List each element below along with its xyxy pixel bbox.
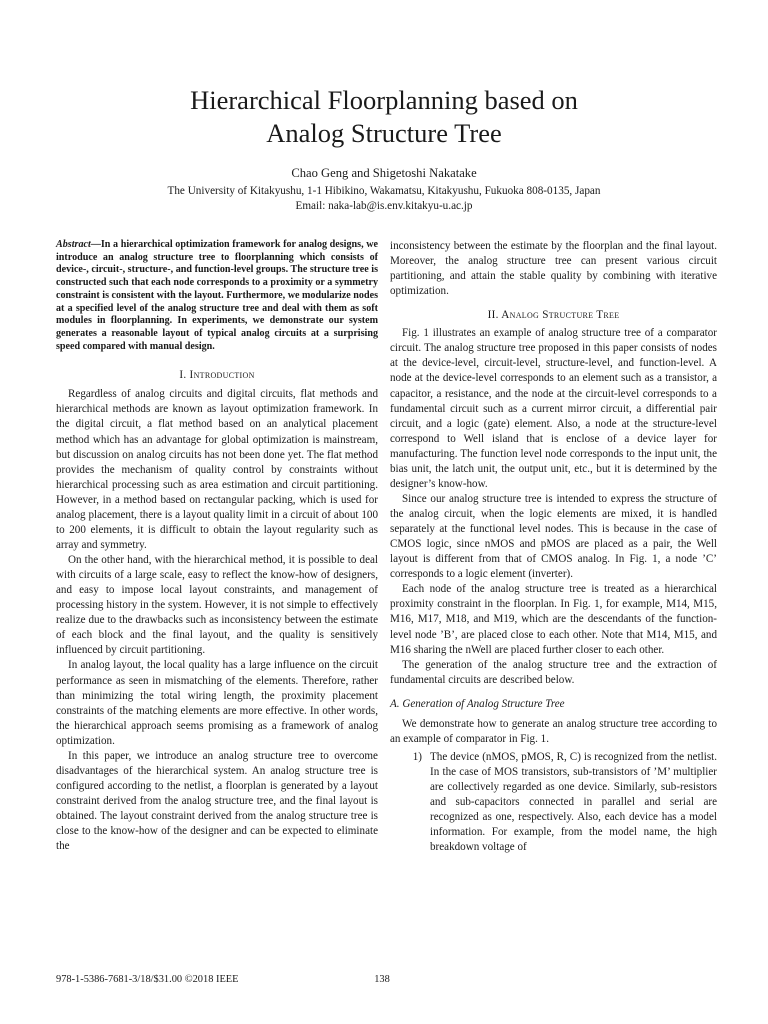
paper-title (60, 84, 708, 150)
section2-paragraph-1: Fig. 1 illustrates an example of analog structure tree of a comparator circuit. The analog structure tree proposed in this paper consists of nodes at the device-level, circuit-level, structure-level, and function-level. A node at the device-level corresponds to an element such as a transistor, a capacitor, a resistance, and the node at the circuit-level corresponds to a fundamental circuit such as a current mirror circuit, a differential pair circuit, and a logic (gate) element. Also, a node at the structure-level correspond to Well island that is enclose of a device layer for manufacturing. The function level node corresponds to the input unit, the bias unit, the latch unit, the output unit, etc., but it is determined by the designer’s know-how. (390, 327, 717, 490)
abstract (56, 239, 378, 353)
left-column (56, 239, 378, 854)
section2-paragraph-2: Since our analog structure tree is intended to express the structure of the analog circuit, when the logic elements are mixed, it is handled separately at the functional level nodes. This is because in the case of CMOS logic, since nMOS and pMOS are placed as a pair, the Well layout is different from that of CMOS analog. In Fig. 1, a node ’C’ corresponds to a logic element (inverter). (390, 492, 717, 581)
enumerated-item-text: The device (nMOS, pMOS, R, C) is recognized from the netlist. In the case of MOS transistors, sub-transistors of ’M’ multiplier are collectively regarded as one device. Similarly, sub-resistors and sub-capacitors connected in parallel and serial are recognized as one, respectively. Also, each device has a model information. For example, from the model name, the high breakdown voltage of (430, 750, 717, 854)
section-heading-analog-structure-tree: II. Analog Structure Tree (487, 309, 620, 322)
title-line-2: Analog Structure Tree (266, 118, 502, 148)
enumerated-item-number: 1) (412, 750, 422, 763)
intro-continuation: inconsistency between the estimate by the floorplan and the final layout. Moreover, the analog structure tree can present various circuit partitioning, and attain the stable quality by combining with iterative optimization. (390, 240, 717, 298)
abstract-text: —In a hierarchical optimization framework for analog designs, we introduce an analog structure tree to floorplanning which consists of device-, circuit-, structure-, and function-level groups. The structure tree is constructed such that each node corresponds to a proximity or a symmetry constraint is consistent with the layout. Furthermore, we modularize nodes at a specified level of the analog structure tree and deal with them as soft modules in floorplanning. In experiments, we demonstrate our system generates a reasonable layout of typical analog circuits at a surprising speed compared with manual design. (56, 239, 378, 352)
page-number: 138 (374, 974, 390, 985)
title-line-1: Hierarchical Floorplanning based on (190, 85, 578, 115)
subsection-heading-generation: A. Generation of Analog Structure Tree (390, 697, 565, 710)
right-column (390, 239, 717, 855)
affiliation: The University of Kitakyushu, 1-1 Hibikino, Wakamatsu, Kitakyushu, Fukuoka 808-0135, Japan (167, 185, 601, 197)
authors: Chao Geng and Shigetoshi Nakatake (291, 166, 477, 180)
intro-paragraph-4: In this paper, we introduce an analog structure tree to overcome disadvantages of the hierarchical system. An analog structure tree is configured according to the netlist, a floorplan is generated by a layout constraint derived from the analog structure tree, and the final layout is obtained. The layout constraint derived from the analog structure tree is close to the know-how of the designer and can be expected to eliminate the (56, 749, 378, 853)
intro-paragraph-2: On the other hand, with the hierarchical method, it is possible to deal with circuits of a large scale, easy to reflect the know-how of designers, and easy to impose local layout constraints, and management of processing history in the system. However, it is not simple to effectively realize due to the drawbacks such as inconsistency between the estimate of each block and the final layout, and the quality is sensitively influenced by circuit partitioning. (56, 554, 378, 657)
section-heading-introduction: I. Introduction (179, 369, 255, 382)
intro-paragraph-1: Regardless of analog circuits and digital circuits, flat methods and hierarchical methods are known as layout optimization framework. In the digital circuit, a flat method based on an analytical placement method which has an advantage for global optimization is mainstream, but discussion on analog circuits has not been done yet. The flat method provides the mechanism of quality control by constraints without hierarchical processing such as area estimation and circuit partitioning. However, in a method based on rectangular packing, which is used for analog placement, there is a layout quality limit in a circuit of about 100 to 200 elements, it is difficult to obtain the layout regularity such as array and symmetry. (56, 388, 378, 551)
intro-paragraph-3: In analog layout, the local quality has a large influence on the circuit performance as seen in mismatching of the elements. Therefore, rather than minimizing the total wiring length, the proximity placement constraints of the matching elements are more effective. In other words, the hierarchical approach seems promising as a framework of analog optimization. (56, 659, 378, 747)
subsection-a-intro: We demonstrate how to generate an analog structure tree according to an example of comparator in Fig. 1. (390, 717, 717, 745)
footer-isbn: 978-1-5386-7681-3/18/$31.00 ©2018 IEEE (56, 974, 239, 985)
enumerated-item (390, 750, 717, 855)
author-email: Email: naka-lab@is.env.kitakyu-u.ac.jp (295, 200, 473, 212)
abstract-label: Abstract (56, 239, 91, 250)
section2-paragraph-3: Each node of the analog structure tree is treated as a hierarchical proximity constraint in the floorplan. In Fig. 1, for example, M14, M15, M16, M17, M18, and M19, which are the descendants of the function-level node ’B’, are placed close to each other. Note that M14, M15, and M16 sharing the nWell are placed further closer to each other. (390, 583, 717, 656)
section2-paragraph-4: The generation of the analog structure tree and the extraction of fundamental circuits are described below. (390, 658, 717, 686)
